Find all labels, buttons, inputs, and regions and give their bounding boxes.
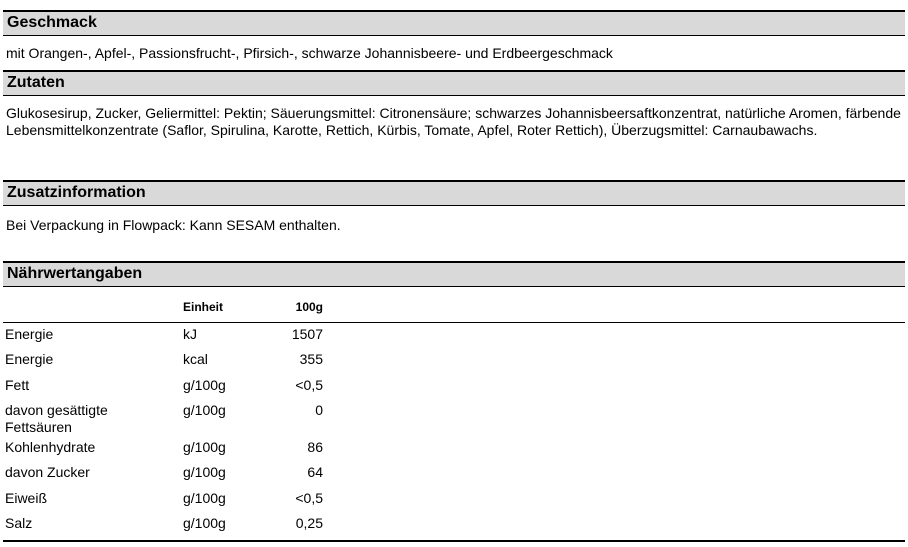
nutrient-unit: g/100g bbox=[183, 515, 226, 531]
taste-section-title: Geschmack bbox=[7, 14, 97, 31]
nutrient-name: Fett bbox=[5, 377, 30, 393]
nutrient-unit: kcal bbox=[183, 351, 208, 367]
nutrient-unit: g/100g bbox=[183, 377, 226, 393]
nutrient-value: 1507 bbox=[291, 326, 323, 342]
nutrient-value: 355 bbox=[299, 351, 323, 367]
nutrition-section-header bbox=[3, 261, 905, 287]
nutrient-value: 0,25 bbox=[295, 515, 323, 531]
nutrient-name: Salz bbox=[5, 515, 33, 531]
taste-text: mit Orangen-, Apfel-, Passionsfrucht-, Pfirsich-, schwarze Johannisbeere- und Erdbeergeschmack bbox=[6, 45, 613, 61]
nutrient-value: <0,5 bbox=[295, 490, 323, 506]
unit-column-header: Einheit bbox=[183, 300, 224, 314]
nutrient-unit: g/100g bbox=[183, 439, 226, 455]
nutrient-value: 64 bbox=[307, 464, 323, 480]
additional-info-section-title: Zusatzinformation bbox=[7, 184, 146, 201]
nutrient-value: 86 bbox=[307, 439, 323, 455]
table-bottom-divider bbox=[3, 540, 905, 542]
nutrient-name: Eiweiß bbox=[5, 490, 48, 506]
nutrient-unit: g/100g bbox=[183, 402, 226, 418]
taste-section-header bbox=[3, 10, 905, 36]
nutrient-name: davon gesättigte Fettsäuren bbox=[5, 402, 108, 435]
ingredients-text: Glukosesirup, Zucker, Geliermittel: Pektin; Säuerungsmittel: Citronensäure; schwarzes Johannisbeersaftkonzentrat, natürliche Aromen, färbende Lebensmittelkonzentrate (Saflor, Spirulina, Karotte, Rettich, Kürbis, Tomate, Apfel, Roter Rettich), Überzugsmittel: Carnaubawachs. bbox=[6, 105, 901, 138]
nutrient-unit: g/100g bbox=[183, 464, 226, 480]
nutrient-name: Energie bbox=[5, 326, 54, 342]
nutrient-value: 0 bbox=[315, 402, 323, 418]
nutrient-unit: kJ bbox=[183, 326, 197, 342]
nutrient-name: davon Zucker bbox=[5, 464, 90, 480]
nutrient-name: Energie bbox=[5, 351, 54, 367]
additional-info-text: Bei Verpackung in Flowpack: Kann SESAM enthalten. bbox=[6, 217, 341, 233]
value-column-header: 100g bbox=[295, 300, 323, 314]
nutrition-section-title: Nährwertangaben bbox=[7, 265, 143, 282]
nutrition-table-header bbox=[3, 293, 905, 323]
nutrient-name: Kohlenhydrate bbox=[5, 439, 96, 455]
ingredients-section-title: Zutaten bbox=[7, 74, 65, 91]
nutrient-value: <0,5 bbox=[295, 377, 323, 393]
nutrient-unit: g/100g bbox=[183, 490, 226, 506]
ingredients-section-header bbox=[3, 70, 905, 96]
additional-info-section-header bbox=[3, 180, 905, 206]
